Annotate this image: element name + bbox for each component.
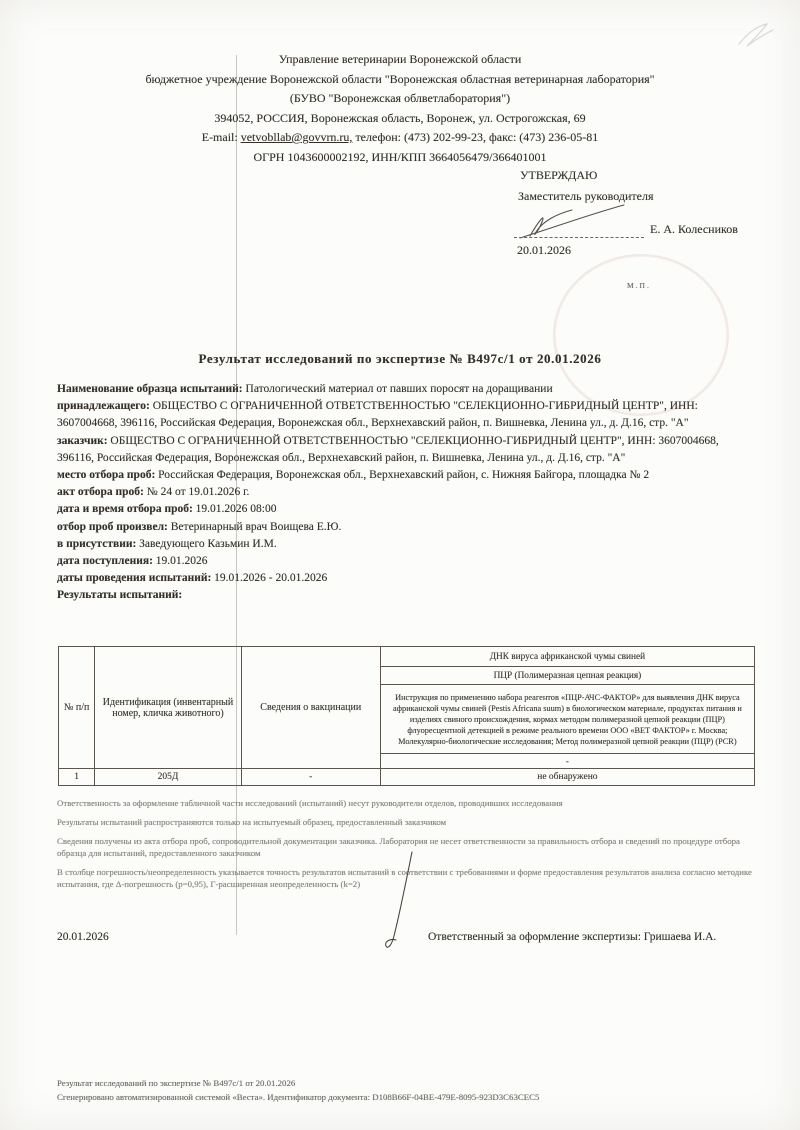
phone-fax: телефон: (473) 202-99-23, факс: (473) 236-05-81 (355, 130, 599, 144)
signoff-date: 20.01.2026 (57, 931, 109, 943)
field-value: ОБЩЕСТВО С ОГРАНИЧЕННОЙ ОТВЕТСТВЕННОСТЬЮ "СЕЛЕКЦИОННО-ГИБРИДНЫЙ ЦЕНТР", ИНН: 3607004668, 396116, Российская Федерация, Воронежская обл., Верхнехавский район, п. Вишневка, Ленина ул., д. Д.16, стр. "А" (57, 400, 698, 430)
method-description: Инструкция по применению набора реагентов «ПЦР-АЧС-ФАКТОР» для выявления ДНК вируса африканской чумы свиней (Pestis Africana suum) в биологическом материале, продуктах питания и изделиях свиного происхождения, кормах методом полимеразной цепной реакции (ПЦР) флуоресцентной детекцией в режиме реального времени ООО «ВЕТ ФАКТОР» г. Москва; Молекулярно-биологические исследования; Метод полимеразной цепной реакции (ПЦР) (PCR) (380, 685, 754, 754)
org-name-line2: бюджетное учреждение Воронежской области "Воронежская областная ветеринарная лаборатория" (145, 71, 655, 86)
approval-date: 20.01.2026 (517, 243, 571, 257)
footer-expertise-ref: Результат исследований по экспертизе № В497с/1 от 20.01.2026 (57, 1078, 296, 1088)
field-label: дата и время отбора проб: (57, 503, 193, 516)
field-label: дата поступления: (57, 555, 153, 568)
footnote: В столбце погрешность/неопределенность указывается точность результатов испытаний в соответствии с требованиями и форме предоставления результатов анализа согласно методике испытания, где Δ-погрешность (р=0,95), Г-расширенная неопределенность (k=2) (57, 867, 752, 889)
table-header-row (59, 647, 755, 667)
org-header (50, 50, 750, 167)
signature-line (514, 237, 644, 238)
footnote: Сведения получены из акта отбора проб, сопроводительной документации заказчика. Лаборатория не несет ответственности за правильность отбора и сведений по процедуре отбора образца для испытаний, предоставленного заказчиком (57, 836, 740, 858)
row-vaccination: - (241, 769, 380, 786)
field-label: отбор проб произвел: (57, 520, 168, 533)
responsible-person: Ответственный за оформление экспертизы: Гришаева И.А. (428, 931, 717, 943)
org-name-line3: (БУВО "Воронежская облветлаборатория") (289, 91, 511, 105)
field-sampler (57, 519, 757, 536)
field-value: Заведующего Казьмин И.М. (139, 537, 277, 550)
field-sampling-act (57, 484, 757, 501)
col-header-identification: Идентификация (инвентарный номер, кличка животного) (95, 647, 241, 769)
field-value: Ветеринарный врач Воищева Е.Ю. (170, 520, 342, 533)
org-address: 394052, РОССИЯ, Воронежская область, Воронеж, ул. Острогожская, 69 (214, 110, 586, 125)
field-value: ОБЩЕСТВО С ОГРАНИЧЕННОЙ ОТВЕТСТВЕННОСТЬЮ "СЕЛЕКЦИОННО-ГИБРИДНЫЙ ЦЕНТР", ИНН: 3607004668, 396116, Российская Федерация, Воронежская обл., Верхнехавский район, п. Вишневка, Ленина ул., д. Д.16, стр. "А" (57, 434, 719, 464)
units-placeholder: - (380, 754, 754, 769)
approver-signature (512, 198, 647, 240)
table-row (59, 769, 755, 786)
field-label: даты проведения испытаний: (57, 572, 212, 585)
col-header-vaccination: Сведения о вакцинации (241, 647, 380, 769)
field-testing-dates (57, 570, 757, 587)
approval-title: УТВЕРЖДАЮ (520, 168, 598, 182)
field-owner (57, 398, 757, 432)
org-registration: ОГРН 1043600002192, ИНН/КПП 3664056479/366401001 (253, 149, 547, 164)
email-label: E-mail: (201, 130, 238, 144)
field-label: Наименование образца испытаний: (57, 383, 243, 395)
field-label: принадлежащего: (57, 400, 150, 413)
field-customer (57, 433, 757, 467)
field-value: 19.01.2026 (155, 555, 208, 568)
footnote: Результаты испытаний распространяются только на испытуемый образец, предоставленный заказчиком (57, 817, 447, 827)
field-value: 19.01.2026 08:00 (195, 503, 277, 516)
field-label: в присутствии: (57, 537, 137, 550)
footnote: Ответственность за оформление табличной части исследований (испытаний) несут руководители отделов, проводивших исследования (57, 798, 563, 808)
footer-generated-id: Сгенерировано автоматизированной системой «Веста». Идентификатор документа: D108B66F-04BE-479E-8095-923D3C63CEC5 (57, 1092, 540, 1102)
responsible-signature (372, 848, 427, 958)
col-header-number: № п/п (59, 647, 95, 769)
field-value: Патологический материал от павших поросят на доращивании (245, 383, 553, 395)
field-value: № 24 от 19.01.2026 г. (146, 486, 250, 499)
method-header: ПЦР (Полимеразная цепная реакция) (380, 667, 754, 685)
field-label: заказчик: (57, 434, 108, 447)
report-title: Результат исследований по экспертизе № В497с/1 от 20.01.2026 (198, 351, 602, 366)
report-fields (57, 381, 757, 605)
field-sampling-datetime (57, 501, 757, 518)
stamp-place-label: М.П. (627, 281, 651, 290)
approver-name: Е. А. Колесников (650, 222, 738, 236)
org-name-line1: Управление ветеринарии Воронежской области (278, 52, 522, 66)
org-contacts-line (50, 128, 750, 148)
field-receipt-date (57, 553, 757, 570)
document-footer (57, 1076, 777, 1104)
row-result: не обнаружено (380, 769, 754, 786)
row-identification: 205Д (95, 769, 241, 786)
field-sample-name (57, 381, 757, 398)
field-label: место отбора проб: (57, 469, 156, 482)
results-table (58, 646, 755, 786)
field-sampling-place (57, 467, 757, 484)
email-link[interactable]: vetvobllab@govvrn.ru, (240, 130, 353, 144)
field-label: акт отбора проб: (57, 486, 144, 499)
analyte-header: ДНК вируса африканской чумы свиней (380, 647, 754, 667)
field-value: 19.01.2026 - 20.01.2026 (214, 572, 328, 585)
field-witness (57, 536, 757, 553)
results-heading: Результаты испытаний: (57, 589, 183, 602)
field-value: Российская Федерация, Воронежская обл., Верхнехавский район, с. Нижняя Байгора, площадка № 2 (158, 469, 650, 482)
row-number: 1 (59, 769, 95, 786)
approver-position: Заместитель руководителя (518, 189, 654, 203)
